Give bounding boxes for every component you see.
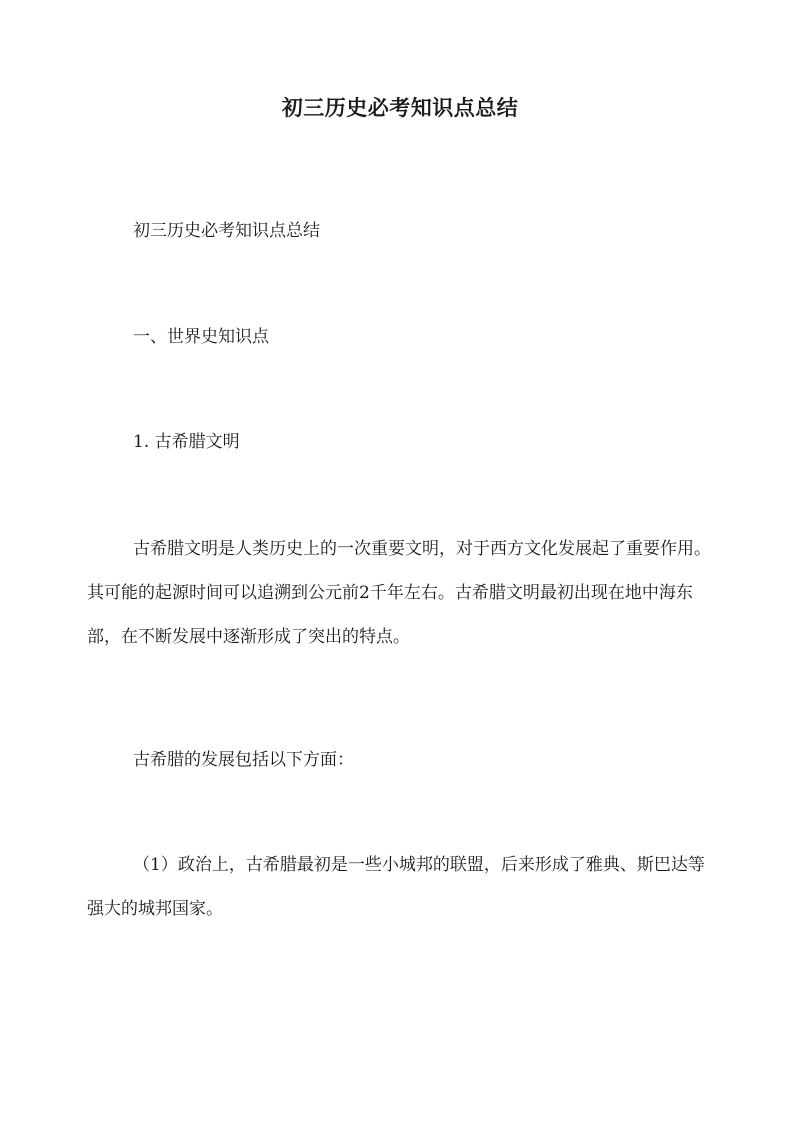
paragraph-body-list-intro: 古希腊的发展包括以下方面： [133,750,354,770]
paragraph-body-item-1: （1）政治上，古希腊最初是一些小城邦的联盟，后来形成了雅典、斯巴达等强大的城邦国家。 [87,855,705,919]
paragraph-section-heading: 一、世界史知识点 [133,327,269,347]
paragraph-subsection-heading: 1. 古希腊文明 [133,432,240,452]
paragraph-body-intro: 古希腊文明是人类历史上的一次重要文明，对于西方文化发展起了重要作用。其可能的起源时间可以追溯到公元前2千年左右。古希腊文明最初出现在地中海东部，在不断发展中逐渐形成了突出的特点。 [87,539,711,647]
document-title: 初三历史必考知识点总结 [281,95,519,120]
paragraph-subtitle: 初三历史必考知识点总结 [133,221,320,241]
